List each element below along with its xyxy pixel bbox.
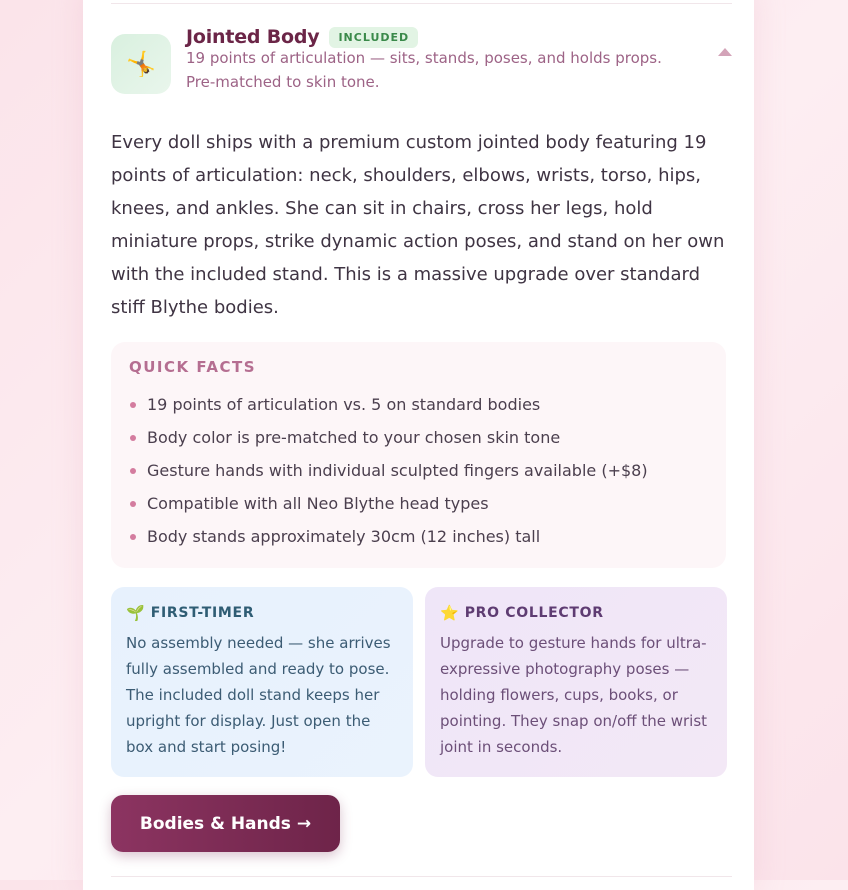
feature-card <box>83 0 754 890</box>
pro-collector-header <box>440 604 712 622</box>
quick-facts-list <box>129 388 648 553</box>
first-timer-title: FIRST-TIMER <box>150 605 255 621</box>
first-timer-header <box>126 604 398 622</box>
bottom-divider <box>111 876 732 877</box>
quick-fact-item: Body color is pre-matched to your chosen skin tone <box>129 421 648 454</box>
cartwheel-figure-icon <box>111 34 171 94</box>
first-timer-body: No assembly needed — she arrives fully assembled and ready to pose. The included doll stand keeps her upright for display. Just open the box and start posing! <box>126 634 391 756</box>
top-divider <box>111 3 732 4</box>
quick-facts-panel <box>111 342 726 568</box>
first-timer-tip <box>111 587 413 777</box>
feature-description: Every doll ships with a premium custom jointed body featuring 19 points of articulation: neck, shoulders, elbows, wrists, torso, hips, knees, and ankles. She can sit in chairs, cross her legs, hold miniature props, strike dynamic action poses, and stand on her own with the included stand. This is a massive upgrade over standard stiff Blythe bodies. <box>111 132 725 318</box>
pro-collector-body: Upgrade to gesture hands for ultra-expressive photography poses — holding flowers, cups, books, or pointing. They snap on/off the wrist joint in seconds. <box>440 634 708 756</box>
pro-collector-tip <box>425 587 727 777</box>
included-badge: INCLUDED <box>329 27 418 48</box>
quick-fact-item: Compatible with all Neo Blythe head types <box>129 487 648 520</box>
quick-fact-item: Gesture hands with individual sculpted fingers available (+$8) <box>129 454 648 487</box>
feature-header[interactable] <box>111 26 732 106</box>
quick-fact-item: 19 points of articulation vs. 5 on standard bodies <box>129 388 648 421</box>
star-icon: ⭐ <box>440 604 459 622</box>
chevron-up-icon[interactable] <box>718 48 732 56</box>
pro-collector-title: PRO COLLECTOR <box>464 605 604 621</box>
quick-fact-item: Body stands approximately 30cm (12 inches) tall <box>129 520 648 553</box>
feature-subtitle: 19 points of articulation — sits, stands, poses, and holds props. Pre-matched to skin tone. <box>186 49 662 91</box>
title-row <box>186 26 418 48</box>
feature-emoji: 🤸 <box>126 50 156 78</box>
seedling-icon: 🌱 <box>126 604 145 622</box>
quick-facts-title: QUICK FACTS <box>129 358 257 376</box>
bodies-hands-button[interactable]: Bodies & Hands → <box>111 795 340 852</box>
feature-title: Jointed Body <box>186 26 320 48</box>
